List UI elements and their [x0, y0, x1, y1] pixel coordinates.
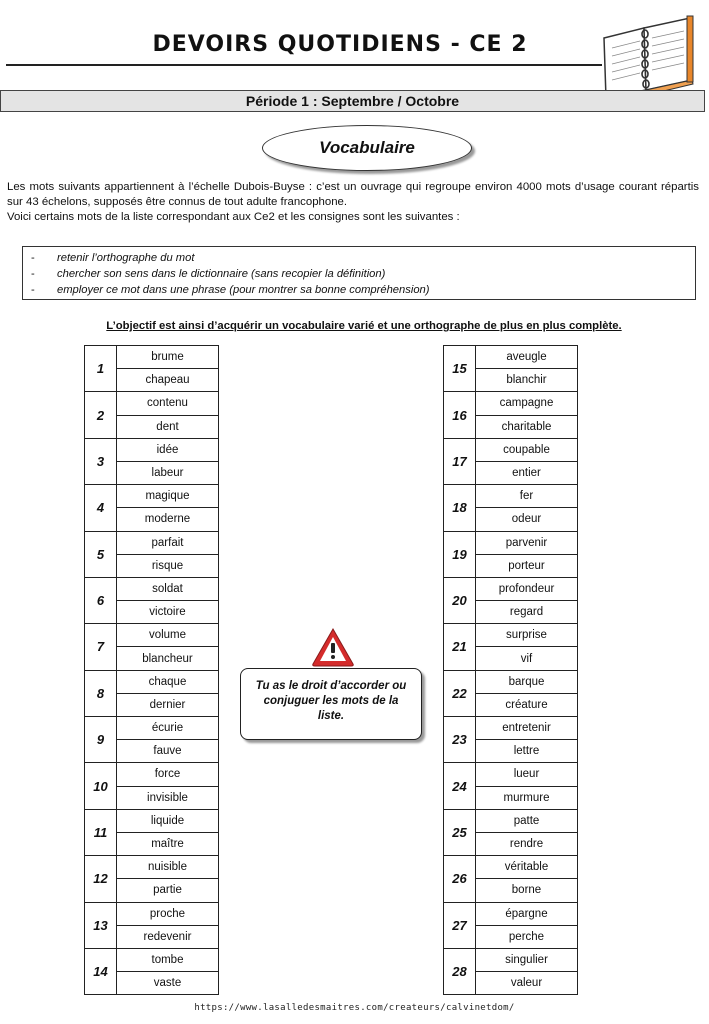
vocabulary-word: contenu [117, 392, 219, 415]
word-row [444, 392, 578, 415]
group-number: 12 [85, 856, 117, 902]
group-number: 19 [444, 531, 476, 577]
vocabulary-word: campagne [476, 392, 578, 415]
word-table-right [443, 345, 578, 995]
vocabulary-word: singulier [476, 948, 578, 971]
group-number: 3 [85, 438, 117, 484]
vocabulary-word: entretenir [476, 717, 578, 740]
vocabulary-word: liquide [117, 809, 219, 832]
word-row [444, 346, 578, 369]
word-row [444, 670, 578, 693]
word-row [444, 531, 578, 554]
group-number: 20 [444, 577, 476, 623]
period-bar: Période 1 : Septembre / Octobre [0, 90, 705, 112]
word-table-left [84, 345, 219, 995]
vocabulary-word: vif [476, 647, 578, 670]
vocabulary-word: lettre [476, 740, 578, 763]
section-title: Vocabulaire [262, 125, 472, 171]
vocabulary-word: maître [117, 832, 219, 855]
vocabulary-word: proche [117, 902, 219, 925]
warning-note: Tu as le droit d’accorder ou conjuguer les mots de la liste. [240, 668, 422, 740]
group-number: 18 [444, 485, 476, 531]
vocabulary-word: odeur [476, 508, 578, 531]
word-row [85, 948, 219, 971]
word-row [85, 902, 219, 925]
group-number: 5 [85, 531, 117, 577]
word-row [444, 856, 578, 879]
word-row [85, 763, 219, 786]
word-row [85, 392, 219, 415]
word-row [85, 485, 219, 508]
vocabulary-word: nuisible [117, 856, 219, 879]
word-row [85, 346, 219, 369]
instruction-text: employer ce mot dans une phrase (pour montrer sa bonne compréhension) [57, 284, 430, 296]
intro-text [7, 180, 699, 225]
objective-text: L’objectif est ainsi d’acquérir un vocabulaire varié et une orthographe de plus en plus complète. [106, 320, 622, 332]
word-row [85, 856, 219, 879]
vocabulary-word: porteur [476, 554, 578, 577]
word-row [444, 438, 578, 461]
instruction-text: chercher son sens dans le dictionnaire (sans recopier la définition) [57, 268, 386, 280]
vocabulary-word: valeur [476, 972, 578, 995]
vocabulary-word: vaste [117, 972, 219, 995]
vocabulary-word: rendre [476, 832, 578, 855]
group-number: 15 [444, 346, 476, 392]
vocabulary-word: fer [476, 485, 578, 508]
vocabulary-word: volume [117, 624, 219, 647]
vocabulary-word: dernier [117, 693, 219, 716]
vocabulary-word: écurie [117, 717, 219, 740]
vocabulary-word: tombe [117, 948, 219, 971]
vocabulary-word: dent [117, 415, 219, 438]
vocabulary-word: chapeau [117, 369, 219, 392]
group-number: 6 [85, 577, 117, 623]
word-row [85, 438, 219, 461]
vocabulary-word: charitable [476, 415, 578, 438]
vocabulary-word: redevenir [117, 925, 219, 948]
bullet-dash: - [31, 268, 35, 280]
vocabulary-word: parfait [117, 531, 219, 554]
group-number: 8 [85, 670, 117, 716]
group-number: 22 [444, 670, 476, 716]
vocabulary-word: véritable [476, 856, 578, 879]
vocabulary-word: brume [117, 346, 219, 369]
word-row [444, 809, 578, 832]
bullet-dash: - [31, 284, 35, 296]
notebook-icon [596, 10, 700, 100]
vocabulary-word: risque [117, 554, 219, 577]
title-underline [6, 64, 602, 66]
group-number: 13 [85, 902, 117, 948]
group-number: 1 [85, 346, 117, 392]
group-number: 26 [444, 856, 476, 902]
vocabulary-word: profondeur [476, 577, 578, 600]
word-row [444, 577, 578, 600]
vocabulary-word: moderne [117, 508, 219, 531]
group-number: 24 [444, 763, 476, 809]
group-number: 9 [85, 717, 117, 763]
warning-triangle-icon [310, 626, 356, 668]
vocabulary-word: créature [476, 693, 578, 716]
group-number: 7 [85, 624, 117, 670]
vocabulary-word: barque [476, 670, 578, 693]
vocabulary-word: borne [476, 879, 578, 902]
vocabulary-word: coupable [476, 438, 578, 461]
intro-paragraph: Les mots suivants appartiennent à l’échelle Dubois-Buyse : c’est un ouvrage qui regroupe environ 4000 mots d’usage courant répartis sur 43 échelons, supposés être connus de tout adulte francophone. [7, 181, 699, 208]
word-row [85, 809, 219, 832]
instruction-text: retenir l’orthographe du mot [57, 252, 195, 264]
vocabulary-word: aveugle [476, 346, 578, 369]
group-number: 17 [444, 438, 476, 484]
word-row [85, 531, 219, 554]
bullet-dash: - [31, 252, 35, 264]
instruction-item [31, 266, 687, 282]
vocabulary-word: fauve [117, 740, 219, 763]
word-row [444, 717, 578, 740]
word-row [444, 485, 578, 508]
word-table-body [444, 346, 578, 995]
word-row [444, 948, 578, 971]
vocabulary-word: idée [117, 438, 219, 461]
vocabulary-word: blancheur [117, 647, 219, 670]
vocabulary-word: labeur [117, 461, 219, 484]
vocabulary-word: soldat [117, 577, 219, 600]
vocabulary-word: lueur [476, 763, 578, 786]
vocabulary-word: épargne [476, 902, 578, 925]
vocabulary-word: regard [476, 601, 578, 624]
vocabulary-word: surprise [476, 624, 578, 647]
vocabulary-word: murmure [476, 786, 578, 809]
group-number: 27 [444, 902, 476, 948]
word-row [444, 763, 578, 786]
group-number: 25 [444, 809, 476, 855]
vocabulary-word: parvenir [476, 531, 578, 554]
vocabulary-word: force [117, 763, 219, 786]
vocabulary-word: invisible [117, 786, 219, 809]
vocabulary-word: chaque [117, 670, 219, 693]
group-number: 28 [444, 948, 476, 994]
group-number: 21 [444, 624, 476, 670]
word-row [444, 624, 578, 647]
instructions-box [22, 246, 696, 300]
group-number: 23 [444, 717, 476, 763]
word-row [85, 670, 219, 693]
vocabulary-word: partie [117, 879, 219, 902]
word-row [444, 902, 578, 925]
word-row [85, 624, 219, 647]
group-number: 16 [444, 392, 476, 438]
footer-url: https://www.lasalledesmaitres.com/createurs/calvinetdom/ [194, 1003, 515, 1013]
instruction-item [31, 250, 687, 266]
intro-paragraph: Voici certains mots de la liste correspondant aux Ce2 et les consignes sont les suivantes : [7, 211, 460, 223]
group-number: 4 [85, 485, 117, 531]
vocabulary-word: victoire [117, 601, 219, 624]
group-number: 10 [85, 763, 117, 809]
group-number: 2 [85, 392, 117, 438]
word-row [85, 577, 219, 600]
word-row [85, 717, 219, 740]
vocabulary-word: magique [117, 485, 219, 508]
page-title: DEVOIRS QUOTIDIENS - CE 2 [152, 32, 528, 57]
group-number: 11 [85, 809, 117, 855]
vocabulary-word: patte [476, 809, 578, 832]
word-table-body [85, 346, 219, 995]
vocabulary-word: perche [476, 925, 578, 948]
instruction-item [31, 282, 687, 298]
vocabulary-word: blanchir [476, 369, 578, 392]
group-number: 14 [85, 948, 117, 994]
vocabulary-word: entier [476, 461, 578, 484]
